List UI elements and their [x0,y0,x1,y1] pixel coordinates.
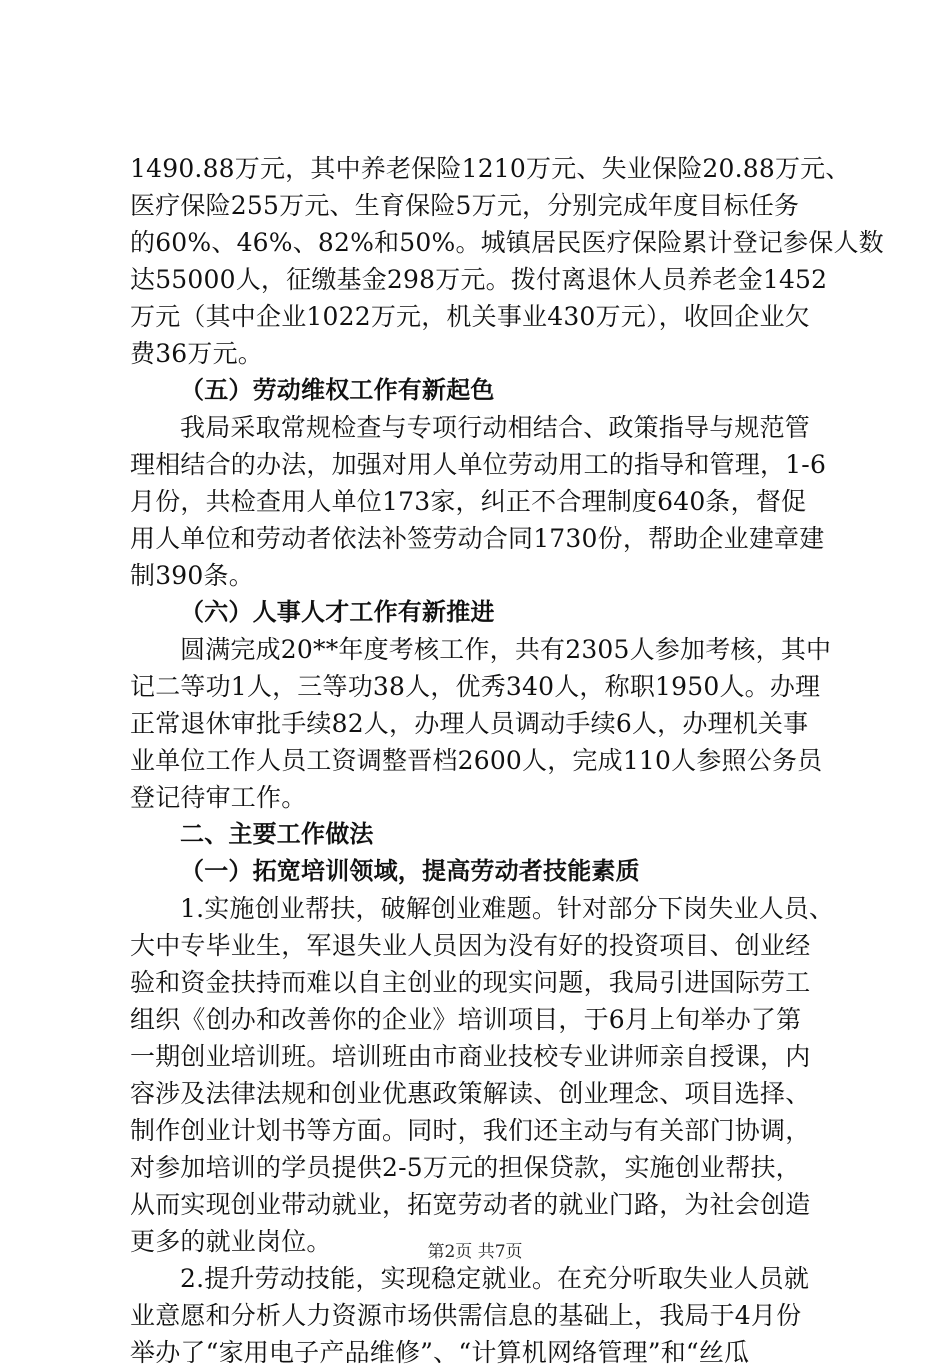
body-line: 业单位工作人员工资调整晋档2600人，完成110人参照公务员 [130,746,823,775]
body-line: 组织《创办和改善你的企业》培训项目，于6月上旬举办了第 [130,1005,802,1034]
body-line: 1490.88万元，其中养老保险1210万元、失业保险20.88万元、 [130,154,851,183]
paragraph-first-line: 1.实施创业帮扶，破解创业难题。针对部分下岗失业人员、 [180,894,835,923]
document-body [130,150,884,1371]
body-line: 达55000人，征缴基金298万元。拨付离退休人员养老金1452 [130,265,828,294]
body-line: 对参加培训的学员提供2-5万元的担保贷款，实施创业帮扶， [130,1153,801,1182]
section-heading-main-practices: 二、主要工作做法 [180,820,374,848]
body-line: 验和资金扶持而难以自主创业的现实问题，我局引进国际劳工 [130,968,811,997]
paragraph-first-line: 我局采取常规检查与专项行动相结合、政策指导与规范管 [180,413,811,442]
section-heading-personnel: （六）人事人才工作有新推进 [180,598,495,626]
body-line: 用人单位和劳动者依法补签劳动合同1730份，帮助企业建章建 [130,524,825,553]
body-line: 制作创业计划书等方面。同时，我们还主动与有关部门协调， [130,1116,811,1145]
body-line: 业意愿和分析人力资源市场供需信息的基础上，我局于4月份 [130,1301,802,1330]
body-line: 制390条。 [130,561,254,590]
paragraph-first-line: 2.提升劳动技能，实现稳定就业。在充分听取失业人员就 [180,1264,810,1293]
body-line: 月份，共检查用人单位173家，纠正不合理制度640条，督促 [130,487,807,516]
section-heading-labor-rights: （五）劳动维权工作有新起色 [180,376,495,404]
body-line: 正常退休审批手续82人，办理人员调动手续6人，办理机关事 [130,709,809,738]
body-line: 登记待审工作。 [130,783,307,812]
body-line: 万元（其中企业1022万元，机关事业430万元），收回企业欠 [130,302,810,331]
body-line: 的60%、46%、82%和50%。城镇居民医疗保险累计登记参保人数 [130,228,884,257]
section-heading-training: （一）拓宽培训领域，提高劳动者技能素质 [180,857,640,885]
paragraph-first-line: 圆满完成20**年度考核工作，共有2305人参加考核，其中 [180,635,832,664]
body-line: 大中专毕业生，军退失业人员因为没有好的投资项目、创业经 [130,931,811,960]
body-line: 更多的就业岗位。 [130,1227,332,1256]
body-line: 理相结合的办法，加强对用人单位劳动用工的指导和管理，1-6 [130,450,827,479]
body-line: 记二等功1人，三等功38人，优秀340人，称职1950人。办理 [130,672,821,701]
body-line: 一期创业培训班。培训班由市商业技校专业讲师亲自授课，内 [130,1042,811,1071]
body-line: 容涉及法律法规和创业优惠政策解读、创业理念、项目选择、 [130,1079,811,1108]
body-line: 费36万元。 [130,339,264,368]
page-footer: 第2页 共7页 [427,1242,523,1262]
body-line: 医疗保险255万元、生育保险5万元，分别完成年度目标任务 [130,191,800,220]
body-line: 从而实现创业带动就业，拓宽劳动者的就业门路，为社会创造 [130,1190,811,1219]
body-line: 举办了“家用电子产品维修”、“计算机网络管理”和“丝瓜 [130,1338,750,1367]
